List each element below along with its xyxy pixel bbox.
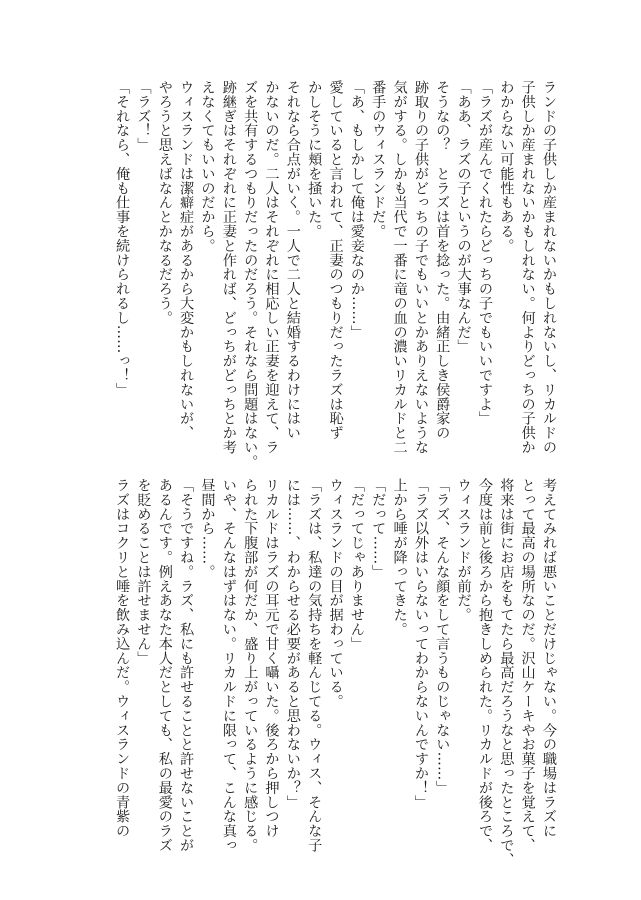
text-line: 「ああ、ラズの子というのが大事なんだ」 (455, 80, 472, 354)
text-line: とって最高の場所なのだ。沢山ケーキやお菓子を覚えて、 (519, 478, 536, 853)
text-line: 「あ、もしかして俺は愛妾なのか……」 (348, 80, 365, 340)
text-line: それなら合点がいく。一人で二人と結婚するわけにはい (284, 80, 301, 440)
text-line: 気がする。しかも当代で一番に竜の血の濃いリカルドと二 (391, 80, 408, 455)
text-line: 「ラズは、私達の気持ちを軽んじてる。ウィス、そんな子 (306, 478, 323, 853)
text-line: かしそうに頬を掻いた。 (306, 80, 323, 239)
top-text-block (111, 80, 559, 469)
text-line: ウィスランドの目が据わっている。 (327, 478, 344, 709)
text-line: ランドの子供しか産まれないかもしれないし、リカルドの (541, 80, 557, 455)
text-line: 上から唾が降ってきた。 (391, 478, 408, 637)
text-line: 今度は前と後ろから抱きしめられた。リカルドが後ろで、 (476, 478, 493, 853)
text-line: 「ラズ！」 (135, 80, 152, 152)
text-line: えなくてもいいのだから。 (199, 80, 216, 253)
text-line: 考えてみれば悪いことだけじゃない。今の職場はラズに (541, 478, 557, 838)
text-line: 「だってじゃありません」 (348, 478, 365, 651)
text-line: 子供しか産まれないかもしれない。何よりどっちの子供か (519, 80, 536, 455)
text-line: 番手のウィスランドだ。 (370, 80, 387, 239)
text-line: を貶めることは許せません」 (135, 478, 152, 666)
bottom-text-block (111, 478, 559, 867)
text-line: ズを共有するつもりだったのだろう。それなら問題はない。 (242, 80, 259, 469)
text-line: 「ラズ以外はいらないってわからないんですか！」 (412, 478, 429, 810)
text-line: ラズはコクリと唾を飲み込んだ。ウィスランドの青紫の (114, 478, 131, 838)
text-line: かないのだ。二人はそれぞれに相応しい正妻を迎えて、ラ (263, 80, 280, 455)
text-line: あるんです。例えあなた本人だとしても、私の最愛のラズ (156, 478, 173, 853)
text-line: わからない可能性もある。 (498, 80, 515, 253)
text-line: 「ラズ、そんな顔をして言うものじゃない……」 (434, 478, 451, 795)
text-line: 「そうですね。ラズ、私にも許せることと許せないことが (178, 478, 195, 853)
text-line: 昼間から……。 (199, 478, 216, 579)
text-line: 将来は街にお店をもてたら最高だろうなと思ったところで、 (498, 478, 515, 867)
text-line: 「ラズが産んでくれたらどっちの子でもいいですよ」 (476, 80, 493, 426)
text-line: られた下腹部が何だか、盛り上がっているように感じる。 (242, 478, 259, 853)
text-line: 跡継ぎはそれぞれに正妻と作れば、どっちがどっちとか考 (220, 80, 237, 455)
text-line: リカルドはラズの耳元で甘く囁いた。後ろから押しつけ (263, 478, 280, 838)
text-line: 跡取りの子供がどっちの子でもいいとかありえないような (412, 80, 429, 455)
text-line: 「だって……」 (370, 478, 387, 579)
text-line: 「それなら、俺も仕事を続けられるし……っ！」 (114, 80, 131, 397)
text-line: には……、わからせる必要があると思わないか？」 (284, 478, 301, 810)
text-line: やろうと思えばなんとかなるだろう。 (156, 80, 173, 325)
text-line: そうなの？ とラズは首を捻った。由緒正しき侯爵家の (434, 80, 451, 440)
text-line: いや、そんなはずはない。リカルドに限って、こんな真っ (220, 478, 237, 853)
text-line: ウィスランドは潔癖症があるから大変かもしれないが、 (178, 80, 195, 440)
text-line: ウィスランドが前だ。 (455, 478, 472, 622)
text-line: 愛していると言われて、正妻のつもりだったラズは恥ず (327, 80, 344, 440)
